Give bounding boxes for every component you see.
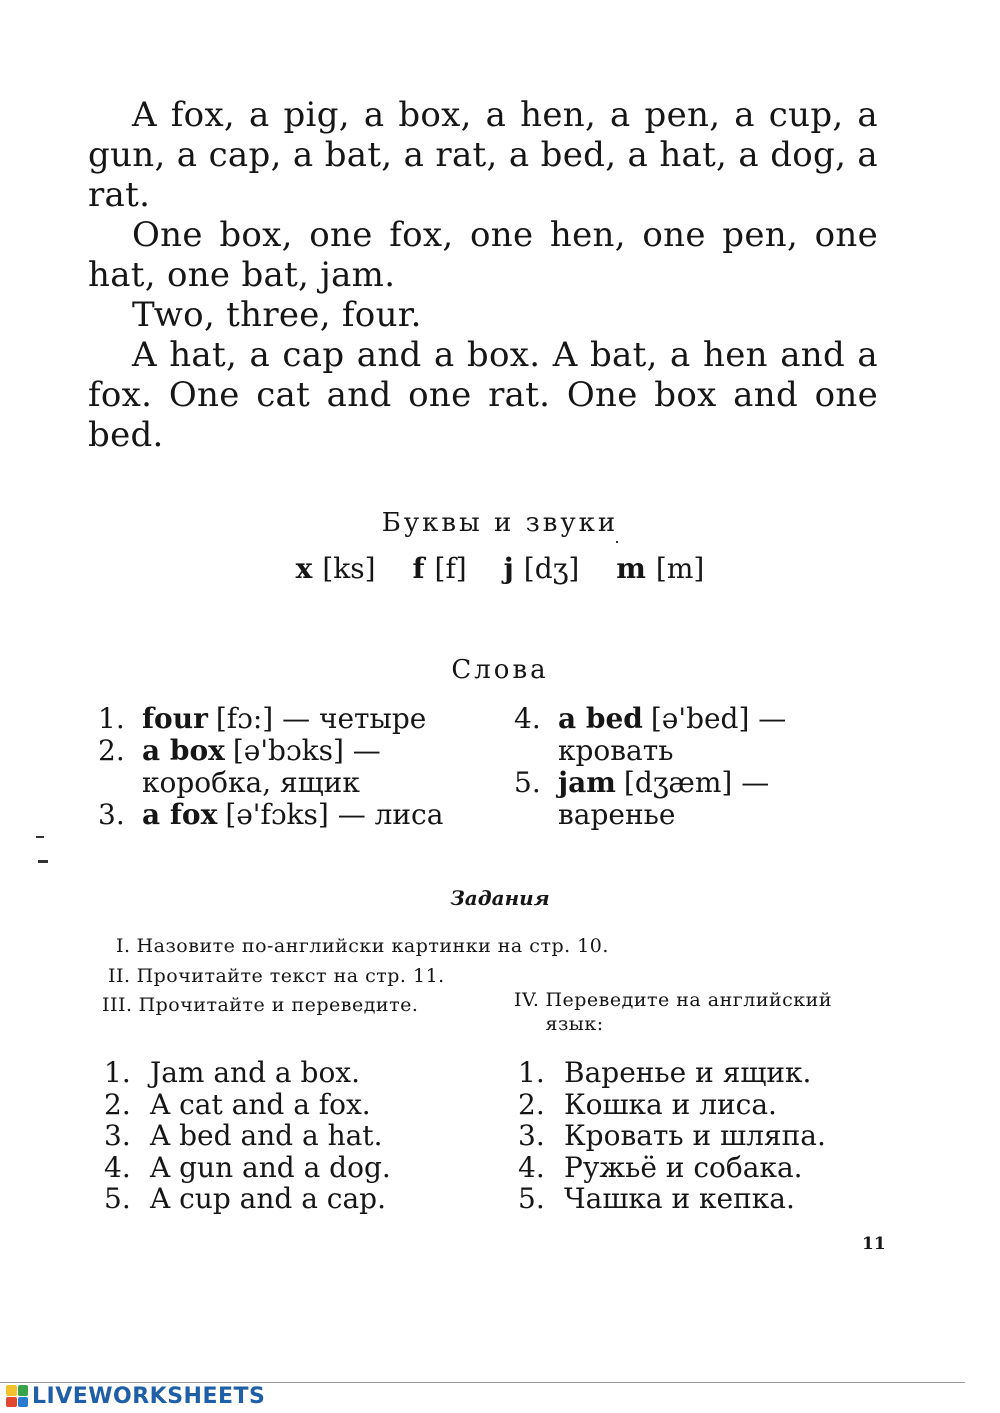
task-text: Прочитайте текст на стр. 11. — [136, 965, 445, 987]
reading-paragraph: One box, one fox, one hen, one pen, one hat, one bat, jam. — [88, 215, 878, 295]
vocab-item — [98, 703, 478, 735]
letter-sound-pair — [412, 552, 466, 585]
exercise-russian — [518, 1057, 898, 1215]
reading-text — [88, 95, 878, 455]
task-3 — [102, 994, 418, 1016]
exercise-number: 2. — [518, 1087, 545, 1121]
exercise-number: 1. — [518, 1056, 545, 1089]
scan-speck — [38, 860, 48, 863]
logo-mark-icon — [6, 1385, 28, 1407]
letter: x — [295, 552, 313, 585]
vocab-definition: [ə'bɔks] — коробка, ящик — [142, 734, 381, 799]
liveworksheets-logo[interactable] — [6, 1384, 265, 1408]
words-title: Слова — [451, 655, 549, 685]
exercise-number: 4. — [104, 1150, 131, 1184]
exercise-english — [104, 1057, 464, 1215]
exercise-item — [518, 1183, 898, 1215]
exercise-item — [104, 1152, 464, 1184]
task-2 — [108, 965, 445, 987]
exercise-text: A bed and a hat. — [150, 1119, 383, 1152]
exercise-text: Кошка и лиса. — [564, 1087, 777, 1121]
exercise-text: Ружьё и собака. — [564, 1150, 803, 1184]
vocab-word: jam — [558, 766, 616, 799]
vocab-word: a bed — [558, 702, 643, 735]
vocab-word: a box — [142, 734, 225, 767]
exercise-text: Варенье и ящик. — [564, 1056, 812, 1089]
task-text: Назовите по-английски картинки на стр. 10. — [136, 935, 609, 957]
exercise-text: A cup and a cap. — [150, 1182, 387, 1215]
letter-sound-pair — [504, 552, 580, 585]
scan-speck — [616, 541, 618, 543]
letter-sound-pair — [616, 552, 704, 585]
logo-tile — [18, 1397, 29, 1408]
vocab-definition: [fɔ:] — четыре — [215, 702, 427, 735]
sound: [ks] — [322, 552, 376, 585]
letter: j — [503, 552, 514, 585]
vocab-definition: [ə'bed] — кровать — [558, 702, 787, 767]
vocab-number: 2. — [98, 734, 125, 767]
exercise-item — [104, 1089, 464, 1121]
exercise-item — [104, 1057, 464, 1089]
letters-sounds-title: Буквы и звуки — [381, 508, 619, 538]
reading-paragraph: A hat, a cap and a box. A bat, a hen and a fox. One cat and one rat. One box and one bed. — [88, 335, 878, 455]
reading-paragraph: Two, three, four. — [132, 295, 422, 335]
page-number: 11 — [862, 1234, 886, 1254]
exercise-item — [104, 1183, 464, 1215]
exercise-number: 3. — [104, 1119, 131, 1152]
vocab-definition: [ə'fɔks] — лиса — [225, 798, 444, 831]
logo-text: LIVEWORKSHEETS — [32, 1383, 266, 1409]
logo-tile — [6, 1397, 17, 1408]
task-number: I. — [116, 935, 131, 957]
task-text: Прочитайте и переведите. — [138, 994, 419, 1016]
letters-sounds-row — [0, 552, 1000, 585]
vocab-number: 1. — [98, 702, 125, 735]
sound: [f] — [434, 552, 467, 585]
vocab-item — [514, 703, 894, 767]
task-number: IV. — [514, 989, 540, 1011]
vocab-definition: [dʒæm] — варенье — [558, 766, 770, 831]
vocab-number: 5. — [514, 766, 541, 799]
letter: f — [412, 552, 425, 585]
vocab-number: 4. — [514, 702, 541, 735]
exercise-item — [104, 1120, 464, 1152]
exercise-text: Кровать и шляпа. — [564, 1119, 826, 1152]
sound: [m] — [655, 552, 705, 585]
exercise-item — [518, 1057, 898, 1089]
exercise-item — [518, 1152, 898, 1184]
letter: m — [616, 552, 646, 585]
task-number: III. — [102, 994, 133, 1016]
vocab-item — [514, 767, 894, 831]
logo-tile — [6, 1385, 17, 1396]
vocab-list-right — [514, 703, 894, 831]
exercise-number: 5. — [104, 1182, 131, 1215]
vocab-item — [98, 799, 478, 831]
task-number: II. — [108, 965, 131, 987]
exercise-text: Jam and a box. — [150, 1056, 360, 1089]
task-1 — [116, 935, 609, 957]
exercise-text: Чашка и кепка. — [564, 1182, 795, 1215]
vocab-word: four — [142, 702, 208, 735]
reading-paragraph: A fox, a pig, a box, a hen, a pen, a cup, a gun, a cap, a bat, a rat, a bed, a hat, a dog, a rat. — [88, 95, 878, 215]
exercise-text: A gun and a dog. — [150, 1150, 391, 1184]
letter-sound-pair — [296, 552, 376, 585]
vocab-word: a fox — [142, 798, 218, 831]
exercise-number: 4. — [518, 1150, 545, 1184]
exercise-number: 1. — [104, 1056, 131, 1089]
exercise-number: 5. — [518, 1182, 545, 1215]
scan-speck — [36, 836, 44, 838]
vocab-number: 3. — [98, 798, 125, 831]
exercise-number: 2. — [104, 1087, 131, 1121]
exercise-number: 3. — [518, 1119, 545, 1152]
logo-tile — [18, 1385, 29, 1396]
vocab-list-left — [98, 703, 478, 831]
exercise-item — [518, 1120, 898, 1152]
exercise-text: A cat and a fox. — [150, 1087, 371, 1121]
sound: [dʒ] — [523, 552, 580, 585]
task-4 — [514, 988, 894, 1036]
tasks-title: Задания — [450, 886, 550, 910]
vocab-item — [98, 735, 478, 799]
task-text: Переведите на английский язык: — [545, 989, 832, 1035]
exercise-item — [518, 1089, 898, 1121]
